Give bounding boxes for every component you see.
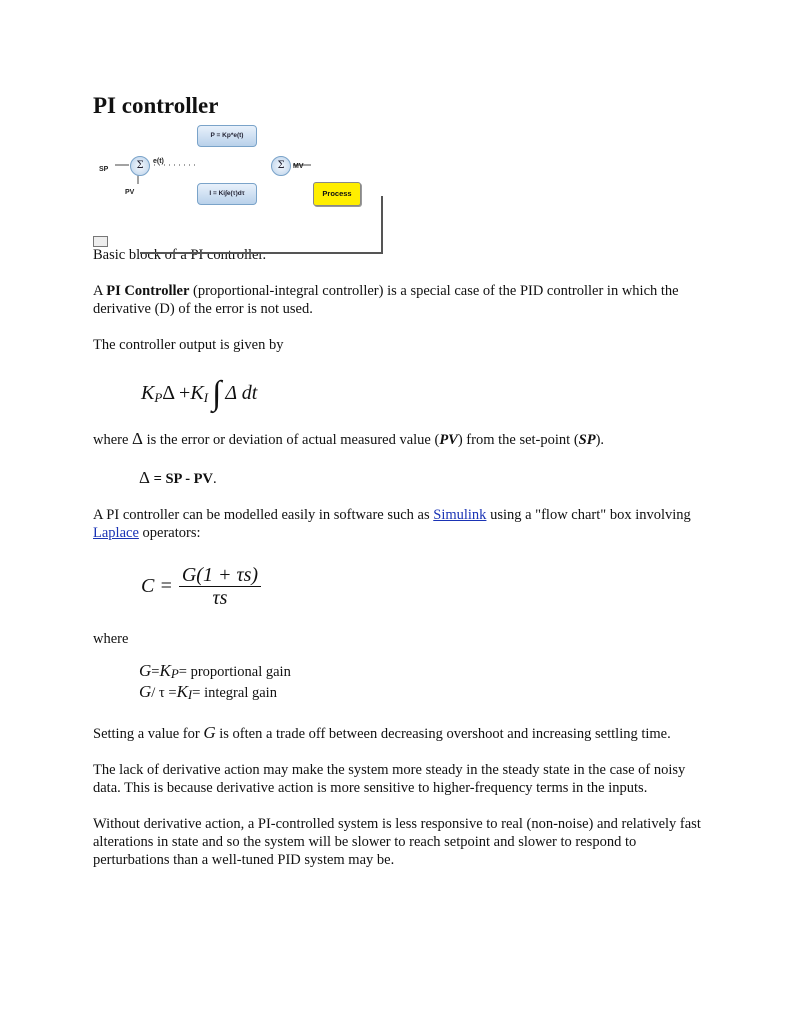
equation-fraction: $\frac{G(1 + \tau s)}{\tau s}$ xyxy=(179,566,261,607)
diagram-caption: Basic block of a PI controller. xyxy=(93,247,267,263)
sum-junction-output xyxy=(271,156,291,176)
sigma-icon: Σ xyxy=(277,160,285,171)
laplace-equation: C = $\frac{G(1 + \tau s)}{\tau s}$ xyxy=(141,558,703,614)
simulink-link[interactable]: Simulink xyxy=(433,507,487,523)
enlarge-icon[interactable] xyxy=(93,236,108,247)
derivative-lack-paragraph: The lack of derivative action may make the system more steady in the steady state in the case of noisy data. This is because derivative action is more sensitive to higher-frequency terms in the inputs. xyxy=(93,762,686,796)
process-box: Process xyxy=(313,182,361,206)
pi-block-diagram xyxy=(93,122,393,234)
laplace-link[interactable]: Laplace xyxy=(93,525,139,541)
sigma-icon: Σ xyxy=(136,160,144,171)
gain-definitions xyxy=(139,662,703,704)
delta-definition: Δ = SP - PV. xyxy=(139,468,217,487)
without-derivative-paragraph: Without derivative action, a PI-controlled system is less responsive to real (non-noise) and relatively fast alterations in state and so the system will be slower to reach setpoint and slower to respond to perturbations than a well-tuned PID system may be. xyxy=(93,816,701,868)
output-paragraph: The controller output is given by xyxy=(93,337,284,353)
proportional-gain-row: G = K P = proportional gain xyxy=(139,661,291,681)
setting-paragraph: Setting a value for G is often a trade off between decreasing overshoot and increasing settling time. xyxy=(93,723,671,742)
integral-gain-row: G / τ = K I = integral gain xyxy=(139,682,277,702)
modelling-paragraph: A PI controller can be modelled easily in software such as Simulink using a "flow chart" box involving Laplace operators: xyxy=(93,507,691,541)
document-page xyxy=(93,92,703,869)
caption-icon-row xyxy=(93,234,703,246)
error-definition-paragraph: where Δ is the error or deviation of actual measured value (PV) from the set-point (SP). xyxy=(93,429,605,448)
intro-paragraph: A PI Controller (proportional-integral controller) is a special case of the PID controller in which the derivative (D) of the error is not used. xyxy=(93,283,679,317)
mv-label: MV xyxy=(293,163,304,170)
integral-symbol: ∫ xyxy=(212,375,222,412)
where-label: where xyxy=(93,631,129,647)
page-title: PI controller xyxy=(93,93,219,118)
pi-controller-term: PI Controller xyxy=(106,283,190,299)
error-label: e(t) xyxy=(153,158,164,165)
integral-box: I = Ki∫e(τ)dτ xyxy=(197,183,257,205)
proportional-box: P = Kp*e(t) xyxy=(197,125,257,147)
sp-label: SP xyxy=(99,166,109,173)
controller-output-equation: K P Δ + K I ∫ Δ dt xyxy=(141,375,258,412)
pv-label: PV xyxy=(125,189,135,196)
sum-junction-error xyxy=(130,156,150,176)
